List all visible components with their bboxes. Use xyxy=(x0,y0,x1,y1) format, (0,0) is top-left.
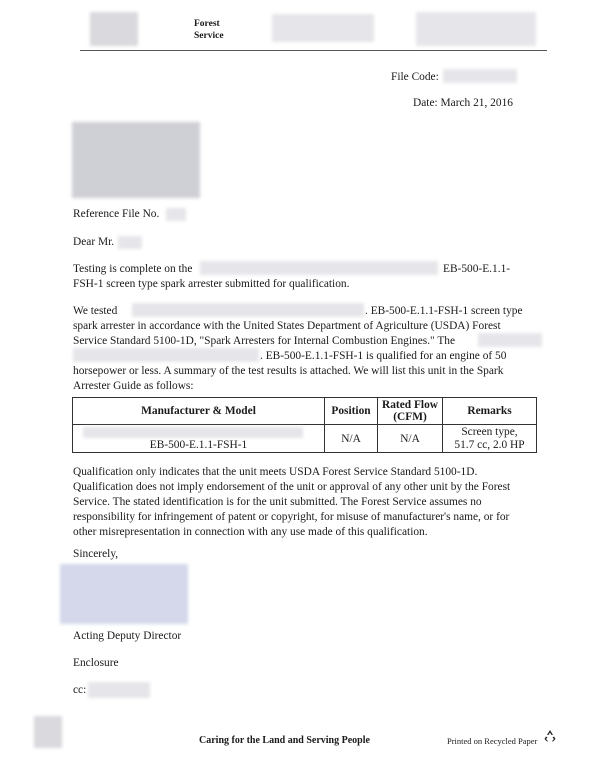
col-manufacturer-model: Manufacturer & Model xyxy=(73,398,325,425)
cell-manufacturer-model xyxy=(73,425,325,453)
redacted-manufacturer-1 xyxy=(200,261,438,275)
para2-line2: spark arrester in accordance with the United States Department of Agriculture (USDA) Forest xyxy=(73,320,501,332)
signatory-title: Acting Deputy Director xyxy=(73,630,182,642)
redacted-cc-recipients xyxy=(88,682,150,698)
cell-rated-flow: N/A xyxy=(378,425,443,453)
para3-line5: other misrepresentation in connection with any use made of this qualification. xyxy=(73,526,428,538)
para1-start: Testing is complete on the xyxy=(73,263,193,275)
para3-line4: responsibility for infringement of patent or copyright, for misuse of manufacturer's name, or for xyxy=(73,511,510,523)
header-rule xyxy=(80,50,547,51)
redacted-logo-left xyxy=(90,12,138,46)
redacted-recipient-name xyxy=(118,236,142,249)
col-position: Position xyxy=(325,398,378,425)
redacted-manufacturer-4 xyxy=(73,348,259,362)
reference-file-no: Reference File No. xyxy=(73,208,160,220)
cell-remarks xyxy=(443,425,537,453)
redacted-signature xyxy=(60,564,188,624)
paragraph-qualification xyxy=(73,465,543,540)
agency-name-line2: Service xyxy=(194,31,224,41)
para3-line1: Qualification only indicates that the unit meets USDA Forest Service Standard 5100-1D. xyxy=(73,466,478,478)
file-code xyxy=(391,71,439,83)
para3-line2: Qualification does not imply endorsement of the unit or approval of any other unit by the Forest xyxy=(73,481,511,493)
col-rated-flow xyxy=(378,398,443,425)
agency-name xyxy=(194,18,224,42)
redacted-header-center xyxy=(272,14,374,42)
salutation: Dear Mr. xyxy=(73,236,115,248)
redacted-manufacturer-3 xyxy=(478,333,542,347)
redacted-reference-no xyxy=(166,208,186,221)
redacted-recipient-address xyxy=(72,122,200,198)
cell-model: EB-500-E.1.1-FSH-1 xyxy=(149,438,248,451)
para2-line3: Service Standard 5100-1D, "Spark Arresters for Internal Combustion Engines." The xyxy=(73,335,456,347)
cc-label: cc: xyxy=(73,684,87,696)
col-rated-flow-line1: Rated Flow xyxy=(382,399,438,411)
closing: Sincerely, xyxy=(73,548,119,560)
para2-line6: Arrester Guide as follows: xyxy=(73,380,194,392)
agency-name-line1: Forest xyxy=(194,19,220,29)
col-rated-flow-line2: (CFM) xyxy=(393,411,427,423)
cell-remarks-line2: 51.7 cc, 2.0 HP xyxy=(454,438,525,451)
para1-line2: FSH-1 screen type spark arrester submitted for qualification. xyxy=(73,278,350,290)
redacted-footer-logo xyxy=(34,716,62,748)
redacted-manufacturer-2 xyxy=(132,303,364,317)
file-code-label: File Code: xyxy=(391,71,439,83)
redacted-file-code xyxy=(443,69,517,83)
spark-arrester-table xyxy=(72,397,537,453)
para1-model: EB-500-E.1.1- xyxy=(443,263,511,275)
footer-motto: Caring for the Land and Serving People xyxy=(199,735,370,746)
cell-remarks-line1: Screen type, xyxy=(461,425,518,438)
table-header-row xyxy=(73,398,537,425)
letter-date: Date: March 21, 2016 xyxy=(413,97,513,109)
para3-line3: Service. The stated identification is for the unit submitted. The Forest Service assumes no xyxy=(73,496,482,508)
redacted-header-right xyxy=(416,12,536,46)
col-remarks: Remarks xyxy=(443,398,537,425)
enclosure: Enclosure xyxy=(73,657,119,669)
para2-line5: horsepower or less. A summary of the test results is attached. We will list this unit in the Spark xyxy=(73,365,504,377)
para2-line1-end: . EB-500-E.1.1-FSH-1 screen type xyxy=(365,305,523,317)
table-row xyxy=(73,425,537,453)
para2-line1-start: We tested xyxy=(73,305,118,317)
footer-recycled-paper: Printed on Recycled Paper xyxy=(447,736,538,746)
para2-line4-end: . EB-500-E.1.1-FSH-1 is qualified for an engine of 50 xyxy=(260,350,507,362)
redacted-manufacturer-cell xyxy=(83,427,303,438)
cell-position: N/A xyxy=(325,425,378,453)
recycle-icon xyxy=(542,728,558,744)
